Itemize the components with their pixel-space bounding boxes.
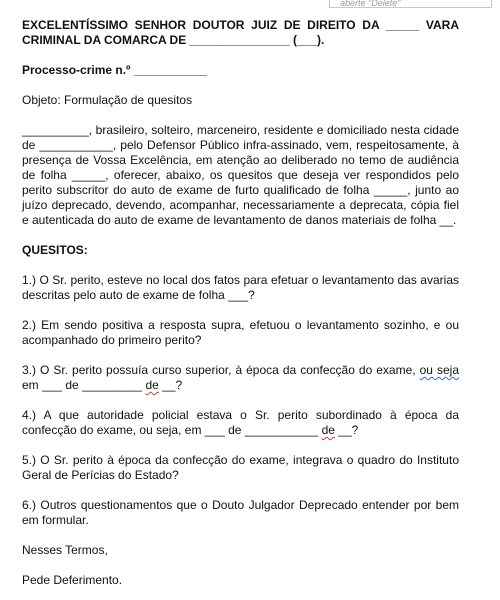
question-4-text-a: 4.) A que autoridade policial estava o Sr. perito subordinado à época da confecção do exame, ou seja, em ___ de ___________ bbox=[22, 408, 459, 437]
question-3-flagged-word: de bbox=[145, 378, 159, 392]
delete-hint-box bbox=[329, 0, 492, 8]
question-2: 2.) Em sendo positiva a resposta supra, efetuou o levantamento sozinho, e ou acompanhado do primeiro perito? bbox=[22, 318, 459, 347]
question-3 bbox=[22, 363, 459, 393]
questions-heading: QUESITOS: bbox=[22, 243, 88, 257]
question-4 bbox=[22, 408, 459, 438]
question-3-text-b: em ___ de _________ bbox=[22, 378, 143, 392]
question-6: 6.) Outros questionamentos que o Douto Julgador Deprecado entender por bem em formular. bbox=[22, 498, 459, 527]
delete-hint-text: aberte "Delete" bbox=[340, 0, 401, 8]
question-3-text-c: __? bbox=[158, 378, 183, 392]
object-line: Objeto: Formulação de quesitos bbox=[22, 93, 193, 107]
document-page bbox=[22, 18, 459, 588]
process-number: Processo-crime n.º ___________ bbox=[22, 63, 208, 77]
closing-terms: Nesses Termos, bbox=[22, 543, 108, 557]
intro-paragraph: __________, brasileiro, solteiro, marceneiro, residente e domiciliado nesta cidade de ___________, pelo Defensor Público infra-assinado, vem, respeitosamente, à presença de Vossa Excelência, em atenção ao deliberado no temo de audiência de folha _____, oferecer, abaixo, os quesitos que deseja ver respondidos pelo perito subscritor do auto de exame de furto qualificado de folha _____, junto ao juízo deprecado, devendo, acompanhar, necessariamente a deprecata, cópia fiel e autenticada do auto de exame de levantamento de danos materiais de folha __. bbox=[22, 123, 459, 227]
question-3-flagged-phrase: ou seja bbox=[419, 363, 459, 377]
question-1: 1.) O Sr. perito, esteve no local dos fatos para efetuar o levantamento das avarias descritas pelo auto de exame de folha ___? bbox=[22, 273, 459, 302]
question-4-flagged-word: de bbox=[321, 423, 335, 437]
closing-request: Pede Deferimento. bbox=[22, 573, 123, 587]
question-3-text-a: 3.) O Sr. perito possuía curso superior, à época da confecção do exame, bbox=[22, 363, 416, 377]
question-5: 5.) O Sr. perito à época da confecção do exame, integrava o quadro do Instituto Geral de Perícias do Estado? bbox=[22, 453, 459, 482]
question-4-text-b: __? bbox=[334, 423, 359, 437]
document-heading: EXCELENTÍSSIMO SENHOR DOUTOR JUIZ DE DIREITO DA _____ VARA CRIMINAL DA COMARCA DE _______________ (___). bbox=[22, 18, 459, 47]
